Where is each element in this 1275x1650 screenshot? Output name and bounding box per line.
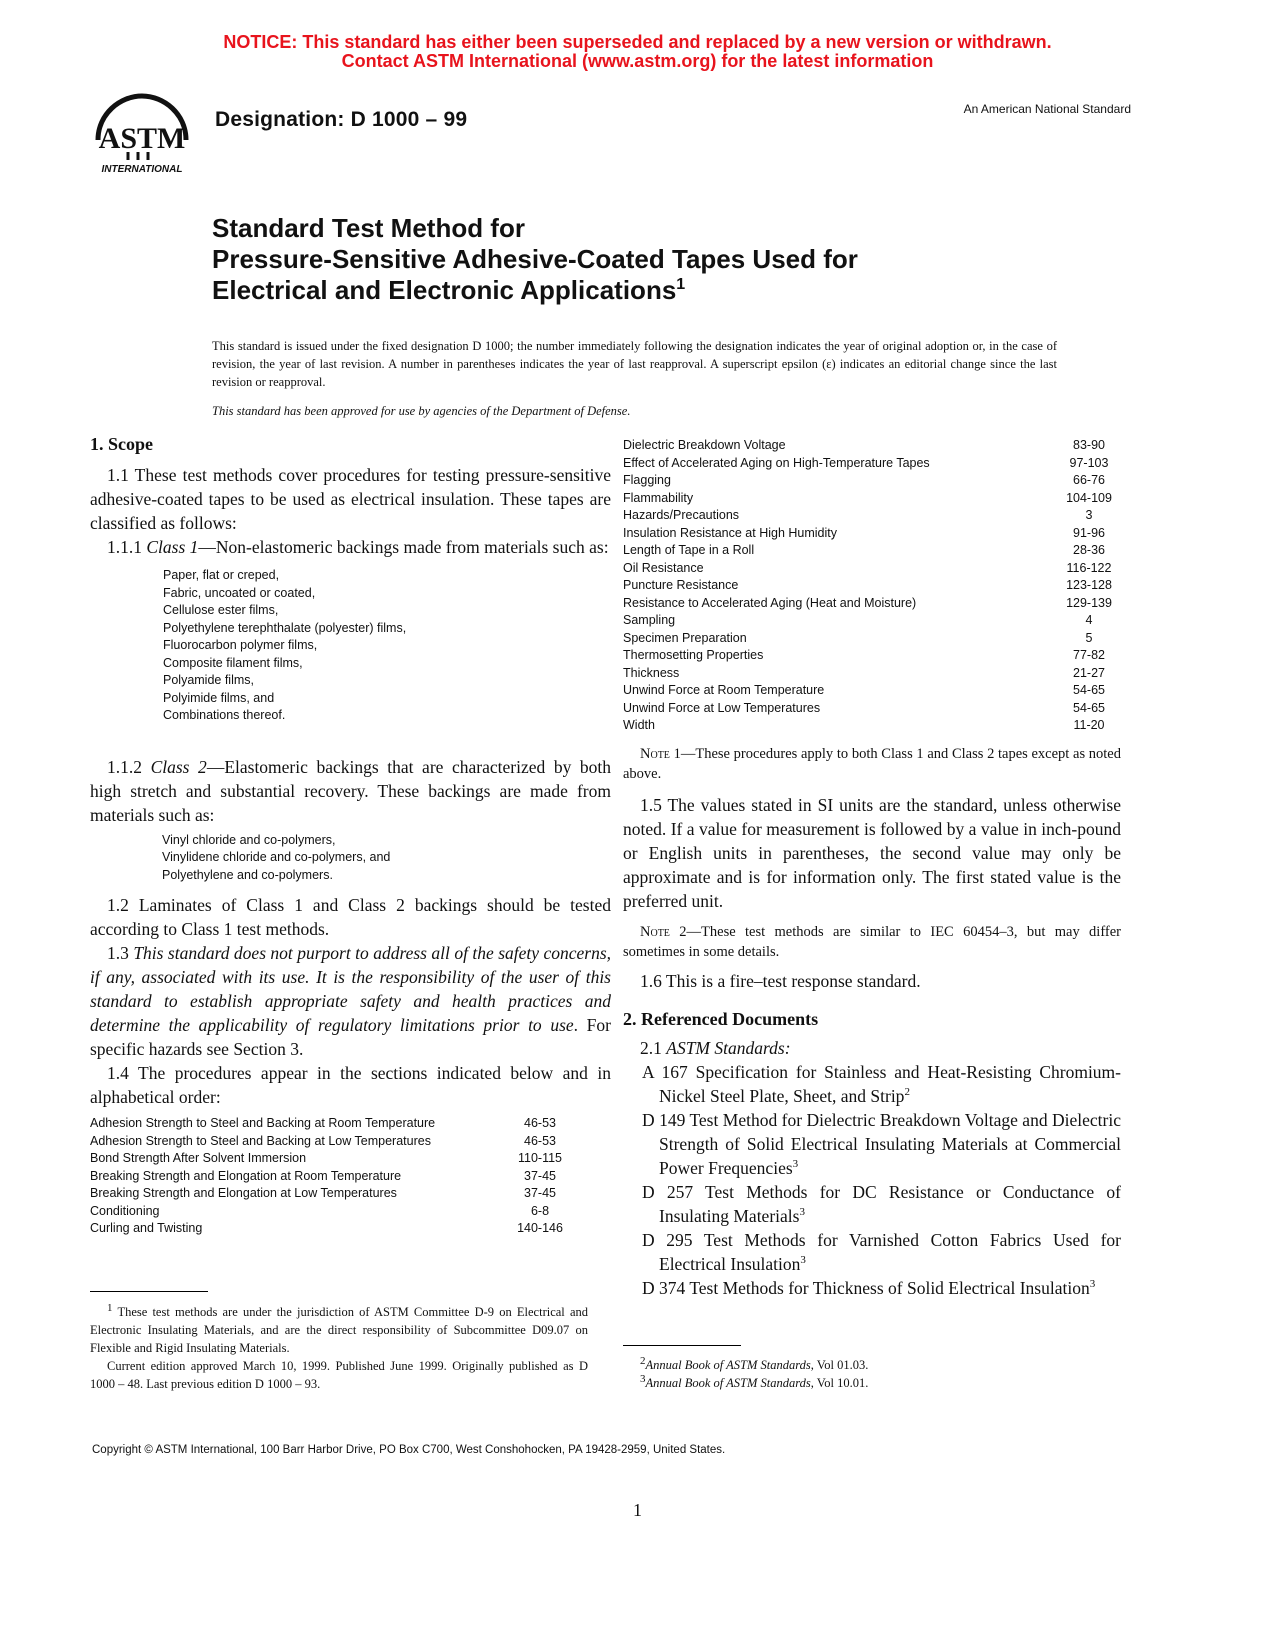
para-1-2: 1.2 Laminates of Class 1 and Class 2 backings should be tested according to Class 1 test methods. [90,895,611,939]
index-row: Dielectric Breakdown Voltage 83-90 [623,438,1105,452]
index-row: Resistance to Accelerated Aging (Heat and Moisture) 129-139 [623,595,1112,610]
index-row: Unwind Force at Room Temperature 54-65 [623,683,1105,697]
logo-text: ASTM [98,122,186,155]
list-item: Vinyl chloride and co-polymers, [162,832,336,847]
footnote-1-edition: Current edition approved March 10, 1999. Published June 1999. Originally published as D 1000 – 48. Last previous edition D 1000 – 93. [90,1359,588,1391]
footnote-3: $^3$Annual Book of ASTM Standards, Vol 10.01. [640,1372,869,1390]
designation: Designation: D 1000 – 99 [215,108,468,131]
note-2: Note 2—These test methods are similar to IEC 60454–3, but may differ sometimes in some details. [623,923,1121,960]
index-row: Flagging 66-76 [623,473,1105,487]
para-1-3: 1.3 This standard does not purport to address all of the safety concerns, if any, associated with its use. It is the responsibility of the user of this standard to establish appropriate safety and health practices and determine the applicability of regulatory limitations prior to use. For specific hazards see Section 3. [90,943,612,1059]
right-column [623,437,1121,1300]
title-footnote-mark: 1 [676,276,686,293]
american-national-standard: An American National Standard [963,102,1131,116]
list-item: Polyethylene terephthalate (polyester) films, [163,620,407,635]
document-title [212,213,1112,306]
index-row: Breaking Strength and Elongation at Low Temperatures 37-45 [90,1186,556,1200]
index-row: Breaking Strength and Elongation at Room Temperature 37-45 [90,1168,556,1183]
page-number: 1 [633,1500,642,1520]
index-row: Flammability 104-109 [623,490,1112,505]
footnotes-right [640,1356,1120,1392]
index-row: Bond Strength After Solvent Immersion 110-115 [90,1151,563,1165]
issuance-note: This standard is issued under the fixed designation D 1000; the number immediately following the designation indicates the year of original adoption or, in the case of revision, the year of last revision. A number in parentheses indicates the year of last reapproval. A superscript epsilon (ε) indicates an editorial change since the last revision or reapproval. [212,339,1057,389]
list-item: Fluorocarbon polymer films, [163,638,318,652]
astm-logo [92,92,192,176]
logo-subtext: INTERNATIONAL [101,164,183,175]
title-line-1: Standard Test Method for [212,213,525,243]
section-index-left [90,1115,570,1238]
index-row: Sampling 4 [623,613,1093,627]
index-row: Insulation Resistance at High Humidity 91-96 [623,525,1105,540]
notice-line-1: NOTICE: This standard has either been superseded and replaced by a new version or withdrawn. [223,32,1052,52]
index-row: Thickness 21-27 [623,665,1105,680]
index-row: Length of Tape in a Roll 28-36 [623,543,1105,557]
index-row: Unwind Force at Low Temperatures 54-65 [623,700,1105,715]
section-1-heading: 1. Scope [90,434,153,454]
copyright: Copyright © ASTM International, 100 Barr Harbor Drive, PO Box C700, West Conshohocken, PA 19428-2959, United States. [92,1444,726,1456]
index-row: Effect of Accelerated Aging on High-Temperature Tapes 97-103 [623,455,1109,470]
list-item: Vinylidene chloride and co-polymers, and [162,850,391,864]
index-row: Hazards/Precautions 3 [623,508,1093,522]
superseded-notice [0,33,1275,71]
list-item: Polyethylene and co-polymers. [162,867,333,882]
para-1-5: 1.5 The values stated in SI units are the standard, unless otherwise noted. If a value for measurement is followed by a value in inch-pound or English units in parentheses, the second value may only be approximate and is for information only. The first stated value is the preferred unit. [623,794,1121,911]
class1-materials-list [163,567,611,725]
reference-list [623,1060,1121,1300]
list-item: Fabric, uncoated or coated, [163,585,316,600]
list-item: Paper, flat or creped, [163,568,280,582]
list-item: Composite filament films, [163,655,303,670]
para-2-1: 2.1 ASTM Standards: [640,1037,791,1058]
index-row: Adhesion Strength to Steel and Backing at Room Temperature 46-53 [90,1116,556,1130]
para-1-6: 1.6 This is a fire–test response standard. [640,970,921,991]
section-index-right [623,437,1121,735]
section-2-heading: 2. Referenced Documents [623,1008,819,1029]
index-row: Puncture Resistance 123-128 [623,578,1112,592]
index-row: Conditioning 6-8 [90,1203,550,1218]
notice-line-2: Contact ASTM International (www.astm.org) for the latest information [341,51,934,71]
reference-item: A 167 Specification for Stainless and Heat-Resisting Chromium-Nickel Steel Plate, Sheet, and Strip$^2$ [642,1061,1121,1106]
index-row: Oil Resistance 116-122 [623,560,1112,575]
title-line-2: Pressure-Sensitive Adhesive-Coated Tapes Used for [212,244,858,274]
reference-item: D 295 Test Methods for Varnished Cotton Fabrics Used for Electrical Insulation$^3$ [642,1229,1121,1274]
footnote-rule-left [90,1291,208,1292]
footnote-2: $^2$Annual Book of ASTM Standards, Vol 01.03. [640,1354,869,1372]
para-1-1-1: 1.1.1 Class 1—Non-elastomeric backings made from materials such as: [107,537,609,557]
dod-approval-note: This standard has been approved for use by agencies of the Department of Defense. [212,404,631,418]
index-row: Thermosetting Properties 77-82 [623,648,1105,662]
list-item: Polyimide films, and [163,690,275,705]
index-row: Adhesion Strength to Steel and Backing at Low Temperatures 46-53 [90,1133,556,1148]
left-column [90,432,611,1238]
footnote-rule-right [623,1345,741,1346]
index-row: Curling and Twisting 140-146 [90,1221,563,1235]
para-1-1: 1.1 These test methods cover procedures for testing pressure-sensitive adhesive-coated tapes to be used as electrical insulation. These tapes are classified as follows: [90,465,611,533]
note-1: Note 1—These procedures apply to both Class 1 and Class 2 tapes except as noted above. [623,745,1121,782]
index-row: Specimen Preparation 5 [623,630,1093,645]
list-item: Polyamide films, [163,673,254,687]
footnote-1: $^1$ These test methods are under the jurisdiction of ASTM Committee D-9 on Electrical and Electronic Insulating Materials, and are the direct responsibility of Subcommittee D09.07 on Flexible and Rigid Insulating Materials. [90,1301,588,1355]
reference-item: D 257 Test Methods for DC Resistance or Conductance of Insulating Materials$^3$ [642,1181,1121,1226]
title-line-3: Electrical and Electronic Applications$^1$ [212,275,686,305]
list-item: Combinations thereof. [163,708,286,722]
footnotes-left [90,1303,588,1393]
para-1-4: 1.4 The procedures appear in the sections indicated below and in alphabetical order: [90,1063,611,1107]
list-item: Cellulose ester films, [163,603,279,617]
reference-item: D 149 Test Method for Dielectric Breakdown Voltage and Dielectric Strength of Solid Electrical Insulating Materials at Commercial Power Frequencies$^3$ [642,1109,1121,1178]
class2-materials-list [162,832,611,885]
para-1-1-2: 1.1.2 Class 2—Elastomeric backings that are characterized by both high stretch and substantial recovery. These backings are made from materials such as: [90,756,611,825]
reference-item: D 374 Test Methods for Thickness of Solid Electrical Insulation$^3$ [642,1277,1096,1298]
index-row: Width 11-20 [623,718,1105,732]
